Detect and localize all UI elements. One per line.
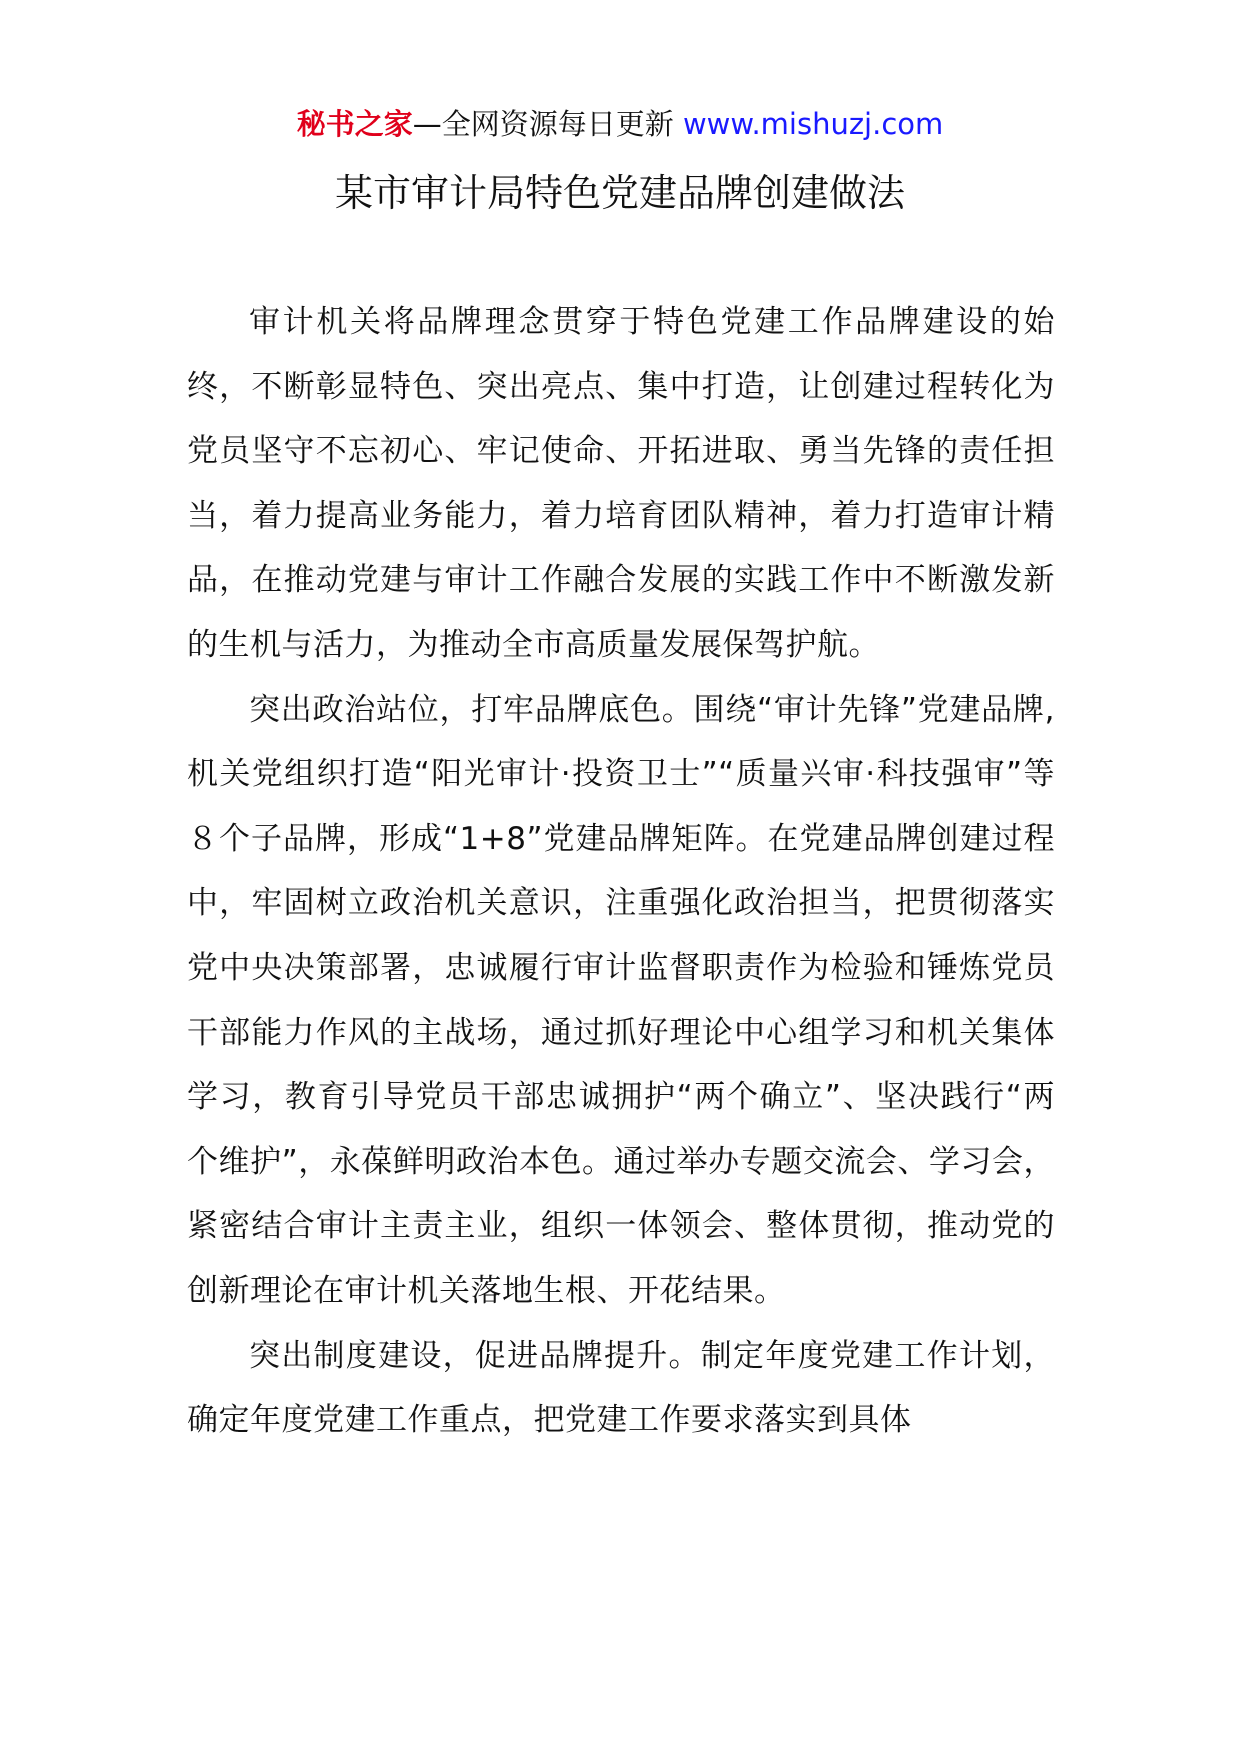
site-name: 秘书之家	[296, 107, 413, 141]
document-body	[187, 290, 1055, 1453]
site-slogan: —全网资源每日更新	[412, 107, 683, 141]
paragraph: 审计机关将品牌理念贯穿于特色党建工作品牌建设的始终，不断彰显特色、突出亮点、集中打造，让创建过程转化为党员坚守不忘初心、牢记使命、开拓进取、勇当先锋的责任担当，着力提高业务能力，着力培育团队精神，着力打造审计精品，在推动党建与审计工作融合发展的实践工作中不断激发新的生机与活力，为推动全市高质量发展保驾护航。	[187, 304, 1055, 663]
paragraph: 突出制度建设，促进品牌提升。制定年度党建工作计划，确定年度党建工作重点，把党建工作要求落实到具体	[187, 1337, 1055, 1439]
paragraph: 突出政治站位，打牢品牌底色。围绕“审计先锋”党建品牌,机关党组织打造“阳光审计·投资卫士”“质量兴审·科技强审”等８个子品牌，形成“1+8”党建品牌矩阵。在党建品牌创建过程中，牢固树立政治机关意识，注重强化政治担当，把贯彻落实党中央决策部署，忠诚履行审计监督职责作为检验和锤炼党员干部能力作风的主战场，通过抓好理论中心组学习和机关集体学习，教育引导党员干部忠诚拥护“两个确立”、坚决践行“两个维护”，永葆鲜明政治本色。通过举办专题交流会、学习会，紧密结合审计主责主业，组织一体领会、整体贯彻，推动党的创新理论在审计机关落地生根、开花结果。	[187, 691, 1055, 1309]
document-title: 某市审计局特色党建品牌创建做法	[334, 171, 905, 215]
site-url-link[interactable]: www.mishuzj.com	[682, 107, 944, 141]
site-header	[0, 104, 1240, 144]
